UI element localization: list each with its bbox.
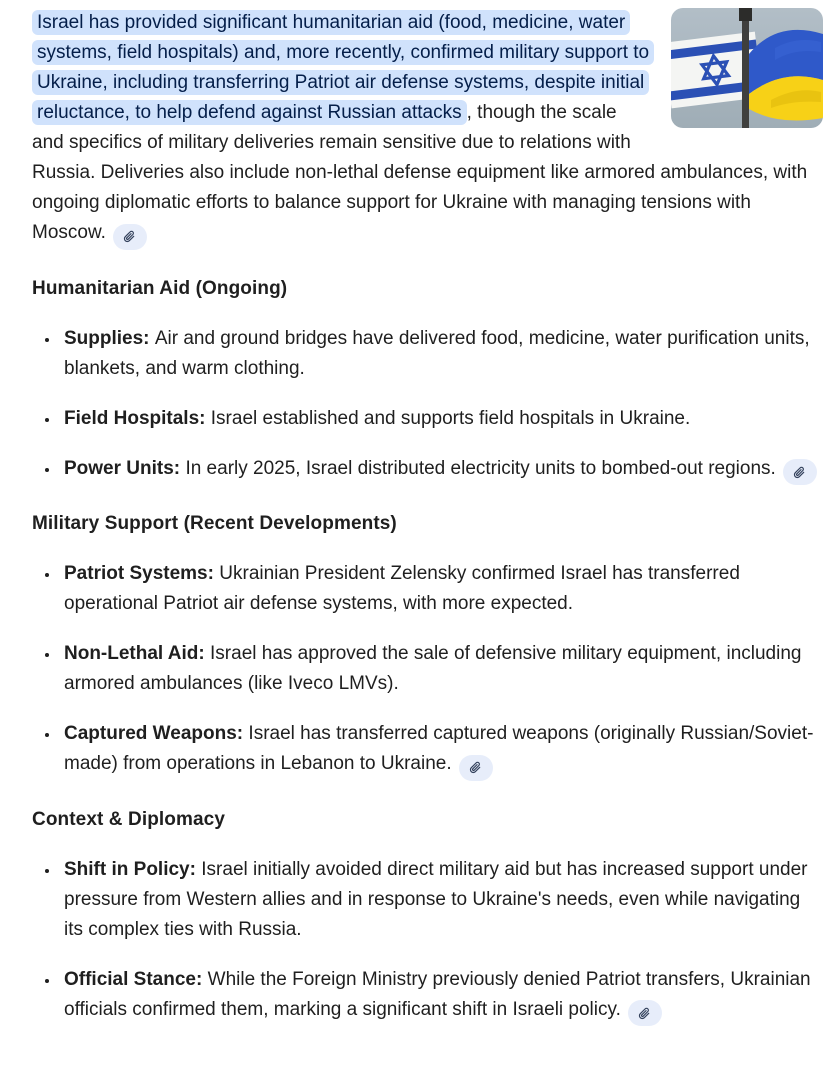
bullet-text: In early 2025, Israel distributed electricity units to bombed-out regions.: [185, 457, 776, 479]
list-item: [60, 719, 823, 781]
intro-paragraph: [32, 8, 823, 250]
israel-ukraine-flags-image[interactable]: [671, 8, 823, 128]
list-item: [60, 965, 823, 1027]
bullet-label: Shift in Policy:: [64, 858, 196, 880]
list-item: [60, 639, 823, 699]
citation-link[interactable]: [113, 224, 147, 250]
list-item: [60, 404, 823, 434]
bullet-label: Non-Lethal Aid:: [64, 643, 205, 664]
sections-container: [32, 276, 823, 1027]
bullet-label: Field Hospitals:: [64, 407, 206, 429]
list-item: [60, 454, 823, 486]
list-item: [60, 324, 823, 384]
flags-photo-svg: [671, 8, 823, 128]
citation-link[interactable]: [783, 459, 817, 485]
bullet-label: Patriot Systems:: [64, 563, 214, 584]
bullet-text: Israel has transferred captured weapons (originally Russian/Soviet-made) from operations in Lebanon to Ukraine.: [64, 723, 814, 774]
highlighted-text: Israel has provided significant humanitarian aid (food, medicine, water systems, field hospitals) and, more recently, confirmed military support to Ukraine, including transferring Patriot air defense systems, despite initial reluctance, to help defend against Russian attacks: [32, 10, 654, 125]
section-heading-3: Context & Diplomacy: [32, 808, 225, 830]
bullet-list: [32, 324, 823, 486]
link-icon: [468, 760, 483, 775]
section: [32, 807, 823, 1027]
citation-link[interactable]: [628, 1000, 662, 1026]
citation-link[interactable]: [459, 755, 493, 781]
link-icon: [637, 1006, 652, 1021]
bullet-list: [32, 855, 823, 1027]
list-item: [60, 559, 823, 619]
bullet-label: Official Stance:: [64, 968, 203, 990]
bullet-text: Ukrainian President Zelensky confirmed Israel has transferred operational Patriot air defense systems, with more expected.: [64, 563, 740, 614]
section-heading-2: Military Support (Recent Developments): [32, 513, 397, 534]
ukraine-flag: [749, 30, 823, 121]
intro-rest-text: , though the scale and specifics of military deliveries remain sensitive due to relations with Russia. Deliveries also include non-lethal defense equipment like armored ambulances, with ongoing diplomatic efforts to balance support for Ukraine with managing tensions with Moscow.: [32, 102, 808, 243]
link-icon: [792, 465, 807, 480]
list-item: [60, 855, 823, 945]
bullet-text: While the Foreign Ministry previously denied Patriot transfers, Ukrainian officials confirmed them, marking a significant shift in Israeli policy.: [64, 968, 811, 1020]
bullet-text: Israel established and supports field hospitals in Ukraine.: [210, 407, 691, 429]
bullet-label: Supplies:: [64, 327, 150, 349]
section: [32, 511, 823, 781]
link-icon: [122, 229, 137, 244]
bullet-label: Power Units:: [64, 457, 181, 479]
bullet-list: [32, 559, 823, 781]
ai-answer-panel: [0, 8, 834, 1026]
flagpole: [742, 8, 749, 128]
bullet-text: Air and ground bridges have delivered food, medicine, water purification units, blankets, and warm clothing.: [64, 327, 810, 379]
bullet-text: Israel initially avoided direct military aid but has increased support under pressure from Western allies and in response to Ukraine's needs, even while navigating its complex ties with Russia.: [64, 858, 808, 940]
bullet-text: Israel has approved the sale of defensive military equipment, including armored ambulances (like Iveco LMVs).: [64, 643, 802, 694]
bullet-label: Captured Weapons:: [64, 723, 244, 744]
section: [32, 276, 823, 486]
section-heading-1: Humanitarian Aid (Ongoing): [32, 277, 288, 299]
